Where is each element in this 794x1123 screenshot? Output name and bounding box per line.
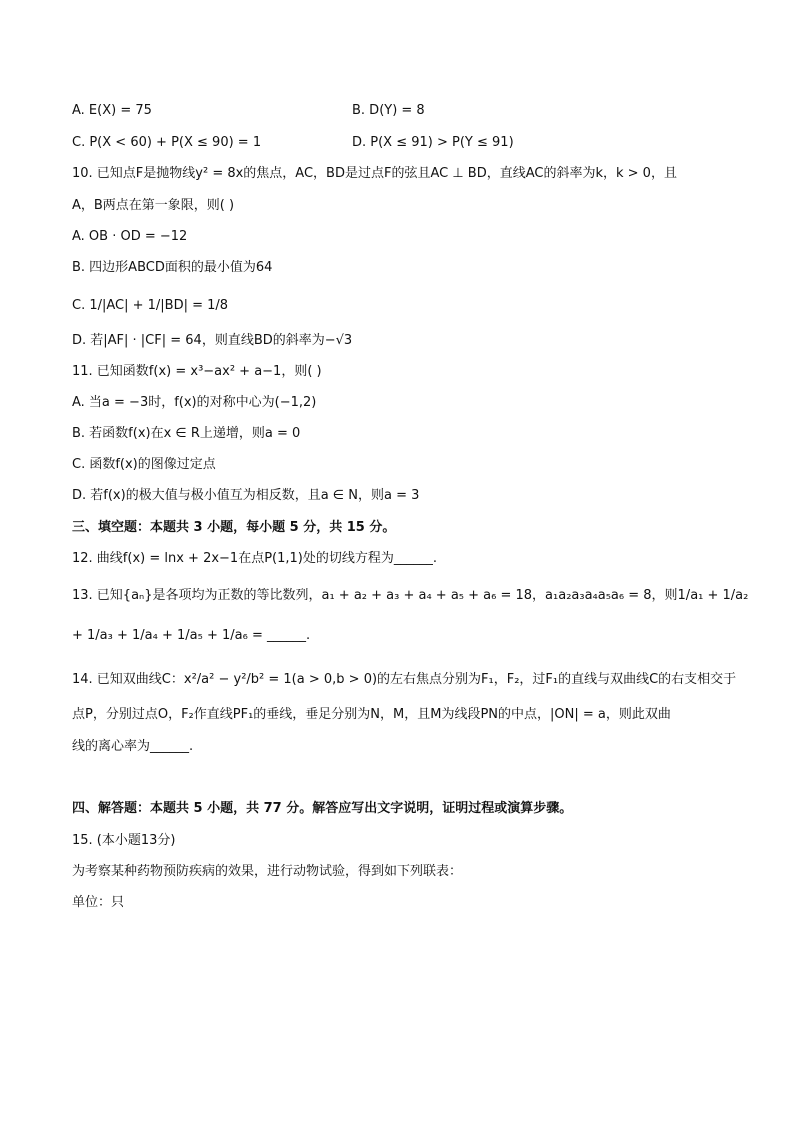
q9-option-c: C. P(X < 60) + P(X ≤ 90) = 1 [72,135,262,150]
q15-header: 15. (本小题13分) [72,833,176,848]
q15-line1: 为考察某种药物预防疾病的效果，进行动物试验，得到如下列联表： [72,864,463,879]
q11-option-a: A. 当a = −3时，f(x)的对称中心为(−1,2) [72,395,317,410]
q14-line2: 点P，分别过点O，F₂作直线PF₁的垂线，垂足分别为N，M，且M为线段PN的中点，|ON| = a，则此双曲 [72,707,671,722]
q13-line1: 13. 已知{aₙ}是各项均为正数的等比数列，a₁ + a₂ + a₃ + a₄ + a₅ + a₆ = 18，a₁a₂a₃a₄a₅a₆ = 8，则1/a₁ + 1/a₂ [72,588,749,603]
section-4-heading: 四、解答题：本题共 5 小题，共 77 分。解答应写出文字说明，证明过程或演算步骤。 [72,801,573,816]
q10-stem-line1: 10. 已知点F是抛物线y² = 8x的焦点，AC，BD是过点F的弦且AC ⊥ BD，直线AC的斜率为k，k > 0，且 [72,166,677,181]
q10-option-c: C. 1/|AC| + 1/|BD| = 1/8 [72,298,229,313]
q14-line3: 线的离心率为______. [72,739,194,754]
q10-option-d: D. 若|AF| · |CF| = 64，则直线BD的斜率为−√3 [72,333,353,348]
q10-stem-line2: A，B两点在第一象限，则( ) [72,198,235,213]
q13-line2: + 1/a₃ + 1/a₄ + 1/a₅ + 1/a₆ = ______. [72,628,311,643]
section-3-heading: 三、填空题：本题共 3 小题，每小题 5 分，共 15 分。 [72,520,396,535]
q9-option-b: B. D(Y) = 8 [352,103,425,118]
q10-option-a: A. OB · OD = −12 [72,229,188,244]
q14-line1: 14. 已知双曲线C：x²/a² − y²/b² = 1(a > 0,b > 0)的左右焦点分别为F₁，F₂，过F₁的直线与双曲线C的右支相交于 [72,672,737,687]
q15-line2: 单位：只 [72,895,125,910]
q11-option-d: D. 若f(x)的极大值与极小值互为相反数，且a ∈ N，则a = 3 [72,488,420,503]
q11-stem: 11. 已知函数f(x) = x³−ax² + a−1，则( ) [72,364,322,379]
q12-text: 12. 曲线f(x) = lnx + 2x−1在点P(1,1)处的切线方程为______. [72,551,437,566]
q10-option-b: B. 四边形ABCD面积的最小值为64 [72,260,273,275]
q9-option-a: A. E(X) = 75 [72,103,152,118]
q9-option-d: D. P(X ≤ 91) > P(Y ≤ 91) [352,135,514,150]
q11-option-b: B. 若函数f(x)在x ∈ R上递增，则a = 0 [72,426,301,441]
q11-option-c: C. 函数f(x)的图像过定点 [72,457,216,472]
